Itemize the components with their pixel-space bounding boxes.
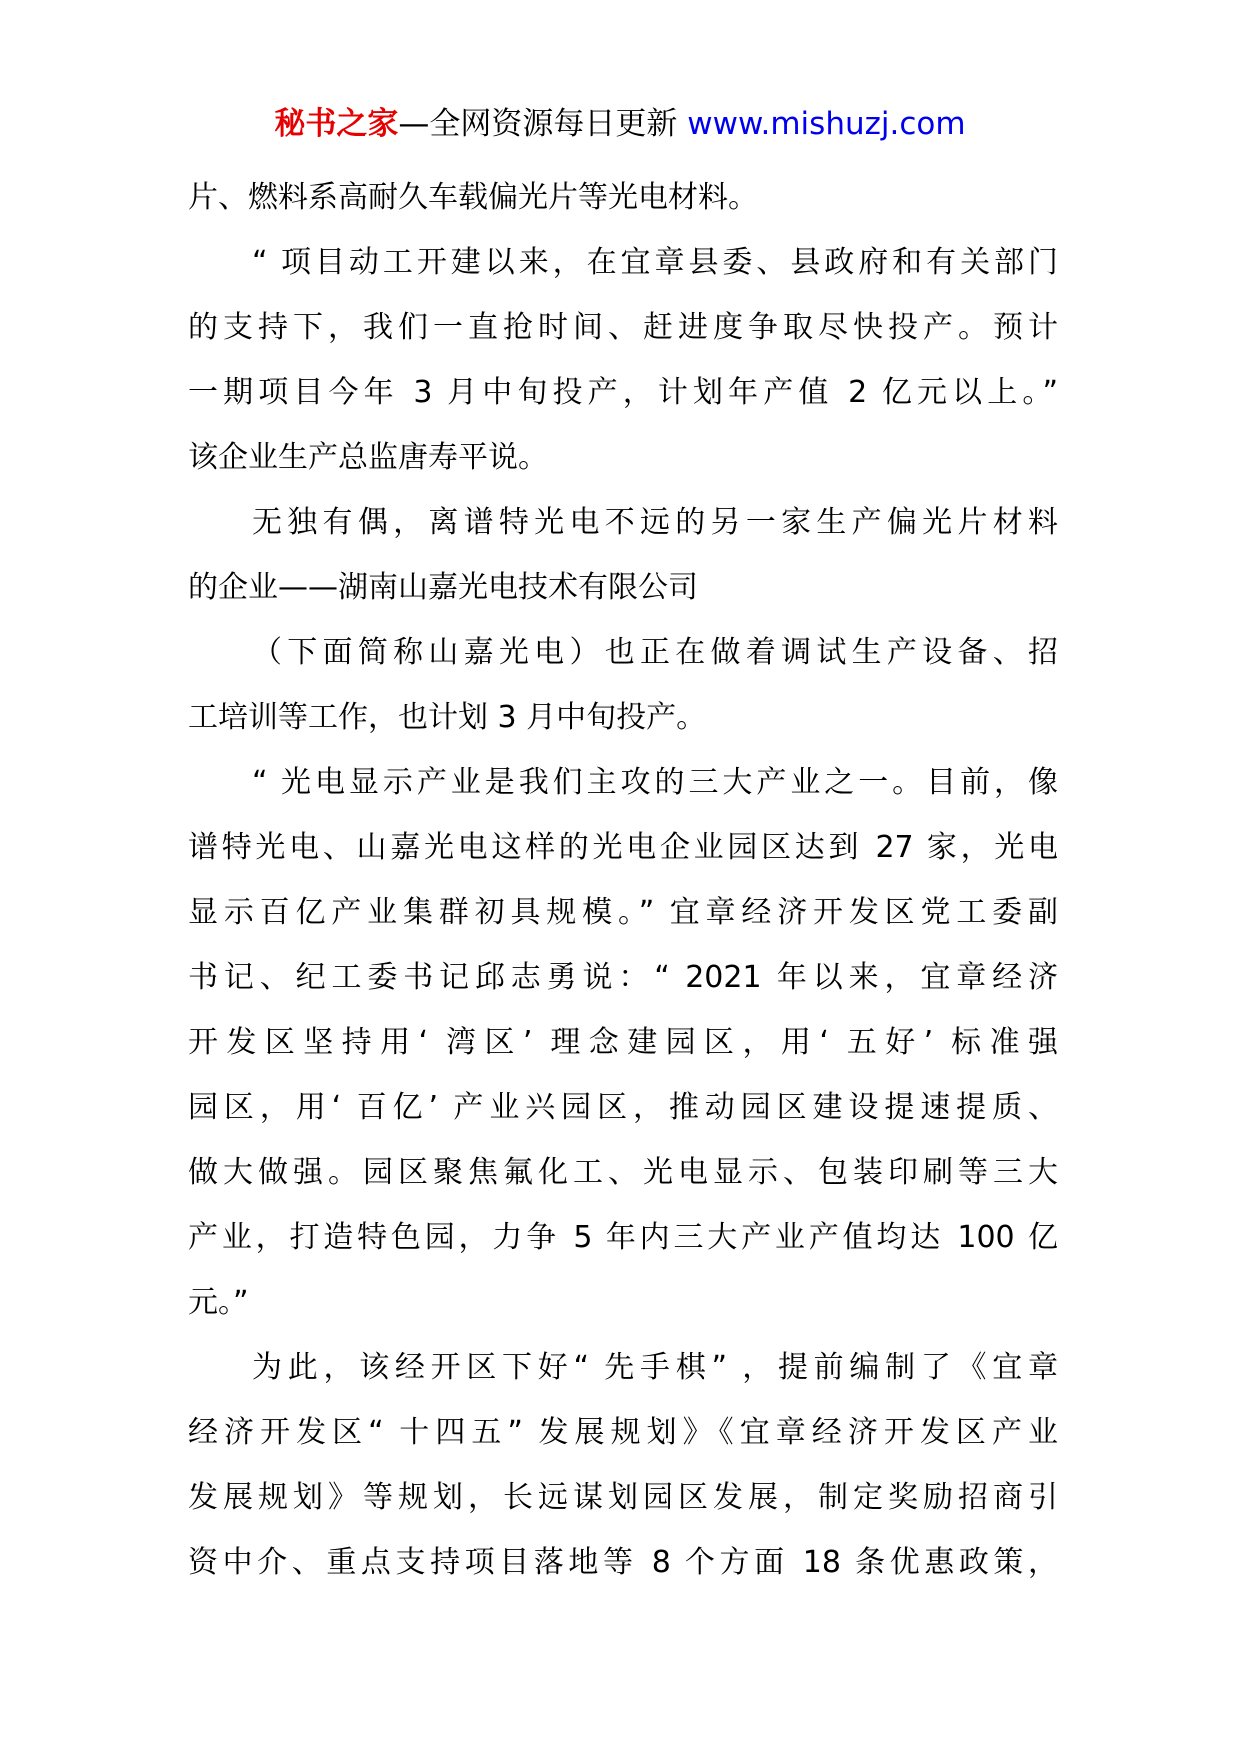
header-brand: 秘书之家 [274, 106, 399, 142]
text-line: 该企业生产总监唐寿平说。 [188, 440, 548, 475]
text-line: 的支持下，我们一直抢时间、赶进度争取尽快投产。预计 [188, 310, 1058, 345]
paragraph-project-quote [188, 230, 1058, 490]
page-header [0, 104, 1240, 144]
text-line: 谱特光电、山嘉光电这样的光电企业园区达到 27 家，光电 [188, 830, 1058, 865]
text-line: 一期项目今年 3 月中旬投产，计划年产值 2 亿元以上。” [188, 375, 1058, 410]
text-line: 工培训等工作，也计划 3 月中旬投产。 [188, 700, 707, 735]
text-line: 做大做强。园区聚焦氟化工、光电显示、包装印刷等三大 [188, 1155, 1058, 1190]
text-line: 产业，打造特色园，力争 5 年内三大产业产值均达 100 亿 [188, 1220, 1058, 1255]
text-line: 园区，用‘ 百亿’ 产业兴园区，推动园区建设提速提质、 [188, 1090, 1058, 1125]
text-line: 开发区坚持用‘ 湾区’ 理念建园区，用‘ 五好’ 标准强 [188, 1025, 1058, 1060]
text-line: 无独有偶，离谱特光电不远的另一家生产偏光片材料 [252, 505, 1058, 540]
text-line: 片、燃料系高耐久车载偏光片等光电材料。 [188, 180, 758, 215]
text-line: “ 光电显示产业是我们主攻的三大产业之一。目前，像 [252, 765, 1058, 800]
header-url-link[interactable]: www.mishuzj.com [687, 106, 966, 142]
text-line: 显示百亿产业集群初具规模。” 宜章经济开发区党工委副 [188, 895, 1058, 930]
text-line: 元。” [188, 1285, 249, 1320]
paragraph-continuation [188, 165, 1058, 230]
text-line: 经济开发区“ 十四五” 发展规划》《宜章经济开发区产业 [188, 1415, 1058, 1450]
text-line: 为此，该经开区下好“ 先手棋” ，提前编制了《宜章 [252, 1350, 1058, 1385]
text-line: 发展规划》等规划，长远谋划园区发展，制定奖励招商引 [188, 1480, 1058, 1515]
paragraph-industry-quote [188, 750, 1058, 1335]
paragraph-planning [188, 1335, 1058, 1595]
text-line: 书记、纪工委书记邱志勇说：“ 2021 年以来，宜章经济 [188, 960, 1058, 995]
article-body [188, 165, 1058, 1595]
text-line: 的企业——湖南山嘉光电技术有限公司 [188, 570, 698, 605]
text-line: 资中介、重点支持项目落地等 8 个方面 18 条优惠政策， [188, 1545, 1058, 1580]
header-tagline: —全网资源每日更新 [398, 106, 678, 142]
text-line: “ 项目动工开建以来，在宜章县委、县政府和有关部门 [252, 245, 1058, 280]
paragraph-shanjia-status [188, 620, 1058, 750]
paragraph-shanjia-intro [188, 490, 1058, 620]
text-line: （下面简称山嘉光电）也正在做着调试生产设备、招 [252, 635, 1058, 670]
